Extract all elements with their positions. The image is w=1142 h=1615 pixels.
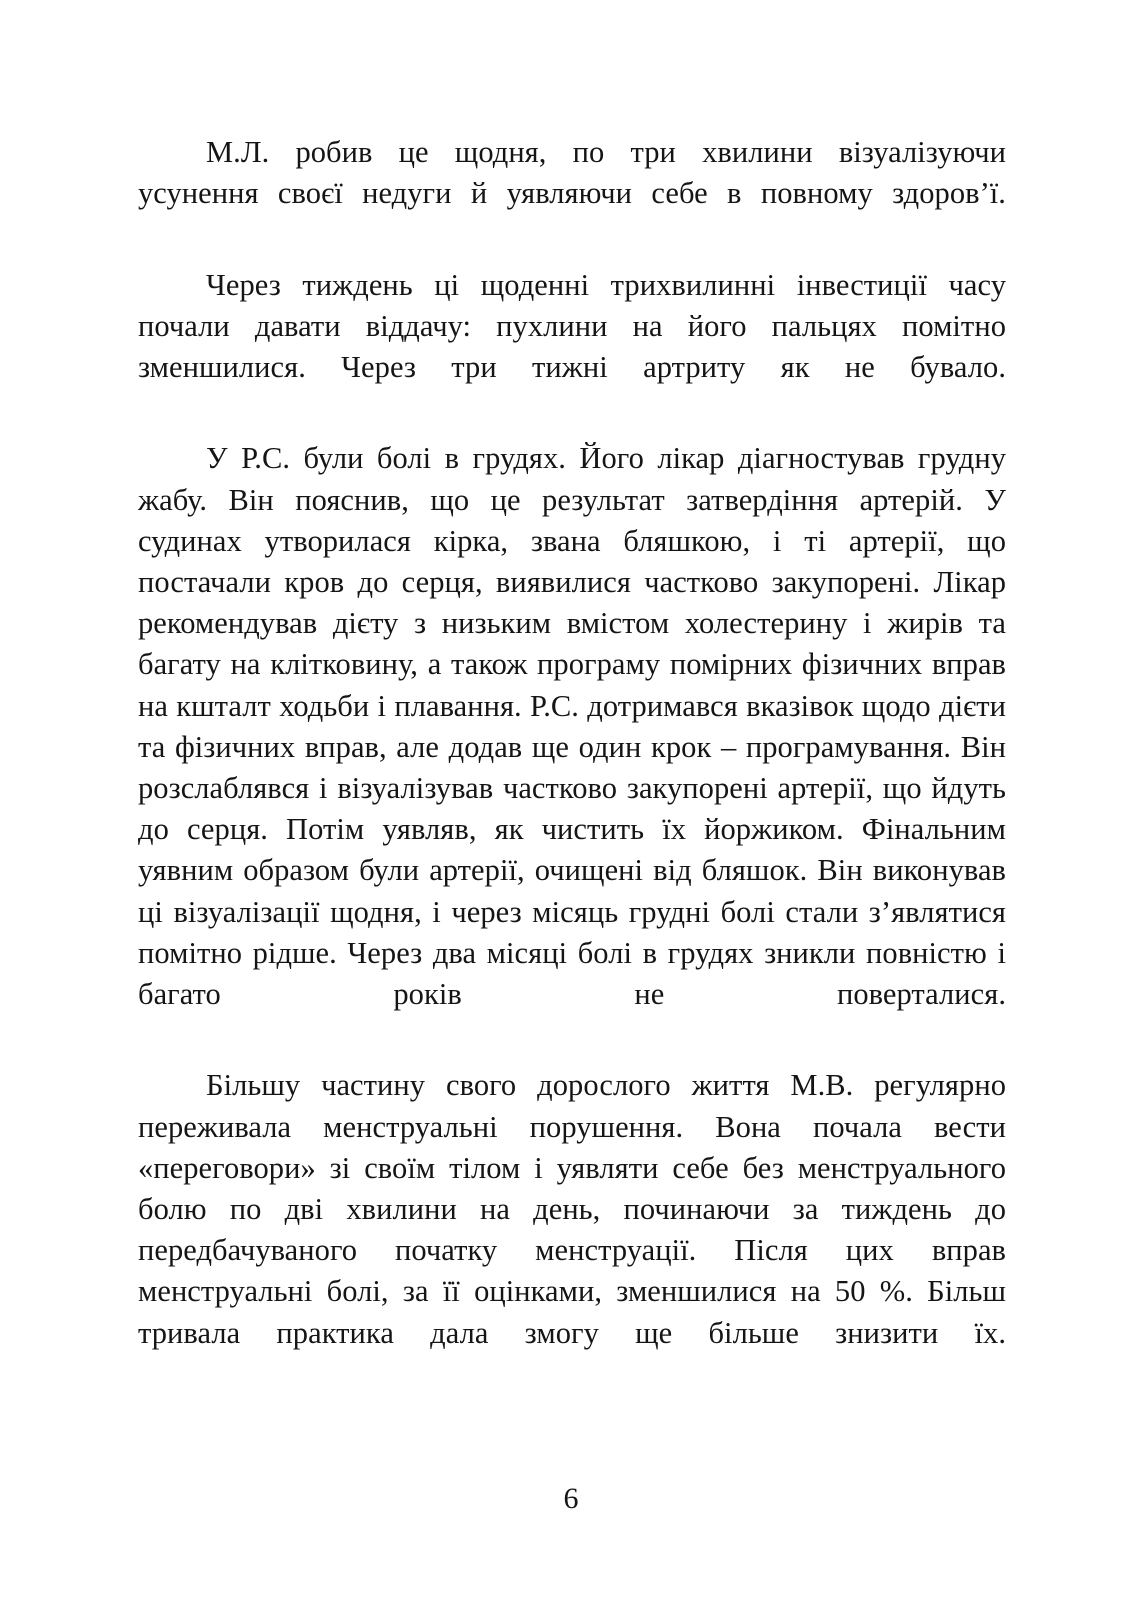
page-number: 6 bbox=[563, 1482, 579, 1515]
paragraph: Більшу частину свого дорослого життя М.В. регулярно переживала менструальні порушення. Вона почала вести «переговори» зі своїм тілом і уявляти себе без менструального болю по дві хвилини на день, починаючи за тиждень до передбачуваного початку менструації. Після цих вправ менструальні болі, за її оцінками, зменшилися на 50 %. Більш тривала практика дала змогу ще більше знизити їх. bbox=[138, 1068, 1006, 1350]
page-text-block bbox=[138, 132, 1006, 1395]
paragraph: Через тиждень ці щоденні трихвилинні інвестиції часу почали давати віддачу: пухлини на його пальцях помітно зменшилися. Через три тижні артриту як не бувало. bbox=[138, 267, 1006, 385]
paragraph: У Р.С. були болі в грудях. Його лікар діагностував грудну жабу. Він пояснив, що це результат затвердіння артерій. У судинах утворилася кірка, звана бляшкою, і ті артерії, що постачали кров до серця, виявилися частково закупорені. Лікар рекомендував дієту з низьким вмістом холестерину і жирів та багату на клітковину, а також програму помірних фізичних вправ на кшталт ходьби і плавання. Р.С. дотримався вказівок щодо дієти та фізичних вправ, але додав ще один крок – програмування. Він розслаблявся і візуалізував частково закупорені артерії, що йдуть до серця. Потім уявляв, як чистить їх йоржиком. Фінальним уявним образом були артерії, очищені від бляшок. Він виконував ці візуалізації щодня, і через місяць грудні болі стали з’являтися помітно рідше. Через два місяці болі в грудях зникли повністю і багато років не поверталися. bbox=[138, 441, 1006, 1012]
paragraph: М.Л. робив це щодня, по три хвилини візуалізуючи усунення своєї недуги й уявляючи себе в повному здоров’ї. bbox=[138, 135, 1006, 211]
